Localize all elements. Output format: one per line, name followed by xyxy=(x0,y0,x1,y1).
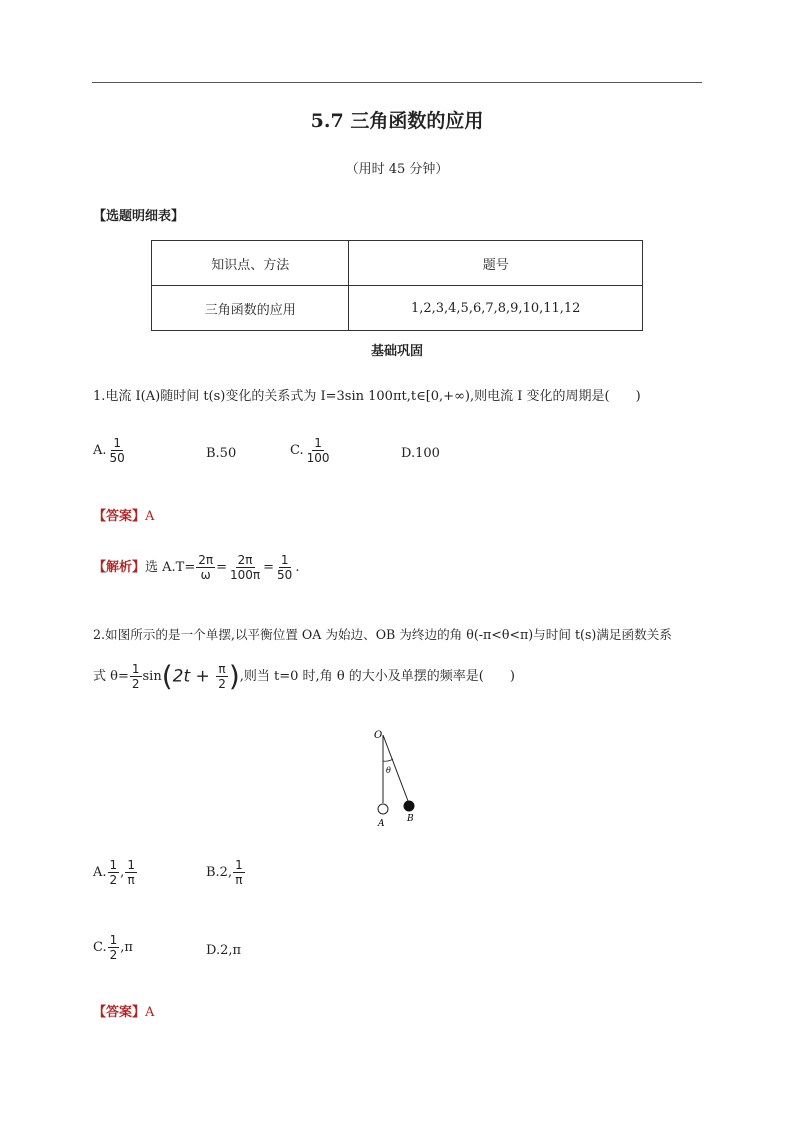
frac-den: π xyxy=(235,873,243,887)
answer-tag: 【答案】 xyxy=(93,1005,146,1020)
analysis-prefix: 选 A.T= xyxy=(145,560,196,575)
frac-num: 1 xyxy=(109,858,118,872)
q2-option-a[interactable] xyxy=(93,858,138,887)
header-cell-numbers: 题号 xyxy=(349,241,643,286)
q1-answer xyxy=(93,505,154,524)
q2-option-c[interactable] xyxy=(93,933,133,962)
q1-option-c-fraction xyxy=(305,436,332,465)
period: . xyxy=(295,560,300,575)
bob-rest xyxy=(378,804,388,814)
frac-den: 2 xyxy=(131,677,140,691)
table-row xyxy=(152,286,643,331)
answer-value: A xyxy=(145,1005,155,1020)
frac-den: 50 xyxy=(277,568,293,582)
equals-sign: = xyxy=(216,560,227,575)
frac-num: π xyxy=(218,662,226,676)
q1-option-c-label: C. xyxy=(290,443,304,458)
q1-option-a[interactable] xyxy=(93,436,128,465)
header-cell-knowledge: 知识点、方法 xyxy=(152,241,349,286)
coef-fraction xyxy=(130,662,142,691)
right-paren: ) xyxy=(228,659,240,693)
table-header-row xyxy=(152,241,643,286)
q2-option-b-label: B.2, xyxy=(206,865,233,880)
frac-a1 xyxy=(108,858,120,887)
detail-table xyxy=(151,240,643,331)
frac-den: ω xyxy=(200,568,211,582)
q2-option-c-label: C. xyxy=(93,940,107,955)
frac-num: 2π xyxy=(198,553,214,567)
q1-stem: 1.电流 I(A)随时间 t(s)变化的关系式为 I=3sin 100πt,t∈[0,+∞),则电流 I 变化的周期是( ) xyxy=(93,389,641,404)
separator: , xyxy=(120,865,125,880)
frac-den: 100π xyxy=(230,568,261,582)
analysis-frac-2 xyxy=(228,553,262,582)
frac-den: 2 xyxy=(109,948,118,962)
equals-sign: = xyxy=(263,560,275,575)
q2-option-a-label: A. xyxy=(93,865,107,880)
q2-answer xyxy=(93,1001,154,1020)
frac-num: 1 xyxy=(235,858,243,872)
left-paren: ( xyxy=(161,659,173,693)
q2-stem-line1: 2.如图所示的是一个单摆,以平衡位置 OA 为始边、OB 为终边的角 θ(-π<θ<π)与时间 t(s)满足函数关系 xyxy=(93,627,672,642)
label-o: O xyxy=(374,730,383,741)
frac-den: 2 xyxy=(109,873,118,887)
frac-num: 1 xyxy=(109,933,118,947)
angle-arc xyxy=(383,759,393,761)
stem-suffix: ,则当 t=0 时,角 θ 的大小及单摆的频率是( ) xyxy=(239,669,515,684)
q2-option-b[interactable] xyxy=(206,858,246,887)
q1-option-a-label: A. xyxy=(93,443,107,458)
analysis-frac-3 xyxy=(275,553,294,582)
label-a: A xyxy=(378,819,385,829)
frac-num: 1 xyxy=(127,858,135,872)
time-limit: （用时 45 分钟） xyxy=(345,162,449,177)
frac-den: π xyxy=(127,873,135,887)
frac-den: 50 xyxy=(109,451,125,465)
frac-a2 xyxy=(125,858,137,887)
q1-option-c[interactable] xyxy=(290,436,333,465)
frac-num: 1 xyxy=(113,436,121,450)
q1-option-d[interactable]: D.100 xyxy=(401,446,440,461)
frac-num: 1 xyxy=(314,436,322,450)
answer-value: A xyxy=(145,509,155,524)
q1-option-b[interactable]: B.50 xyxy=(206,446,237,461)
q1-analysis xyxy=(93,553,299,582)
header-rule xyxy=(92,82,702,83)
q2-option-d[interactable]: D.2,π xyxy=(206,943,242,958)
sin-label: sin xyxy=(142,669,162,684)
page-title: 5.7 三角函数的应用 xyxy=(310,110,484,132)
bob-swing xyxy=(404,801,415,812)
stem-prefix: 式 θ= xyxy=(93,669,129,684)
pendulum-figure xyxy=(360,725,440,830)
frac-num: 1 xyxy=(131,662,140,676)
analysis-frac-1 xyxy=(196,553,215,582)
q1-option-a-fraction xyxy=(108,436,127,465)
cell-knowledge: 三角函数的应用 xyxy=(152,286,349,331)
section-basic: 基础巩固 xyxy=(370,344,423,359)
frac-den: 2 xyxy=(218,677,226,691)
detail-table-label: 【选题明细表】 xyxy=(93,209,185,224)
frac-c xyxy=(108,933,120,962)
frac-num: 1 xyxy=(280,553,289,567)
frac-den: 100 xyxy=(306,451,330,465)
frac-num: 2π xyxy=(237,553,253,567)
inner-expression: 2t + xyxy=(172,666,216,687)
analysis-tag: 【解析】 xyxy=(93,560,146,575)
option-c-tail: ,π xyxy=(120,940,133,955)
inner-fraction xyxy=(216,662,228,691)
label-theta: θ xyxy=(386,766,391,775)
q2-stem-line2 xyxy=(93,659,515,693)
frac-b xyxy=(233,858,245,887)
answer-tag: 【答案】 xyxy=(93,509,146,524)
label-b: B xyxy=(407,814,414,824)
cell-numbers: 1,2,3,4,5,6,7,8,9,10,11,12 xyxy=(349,286,643,331)
